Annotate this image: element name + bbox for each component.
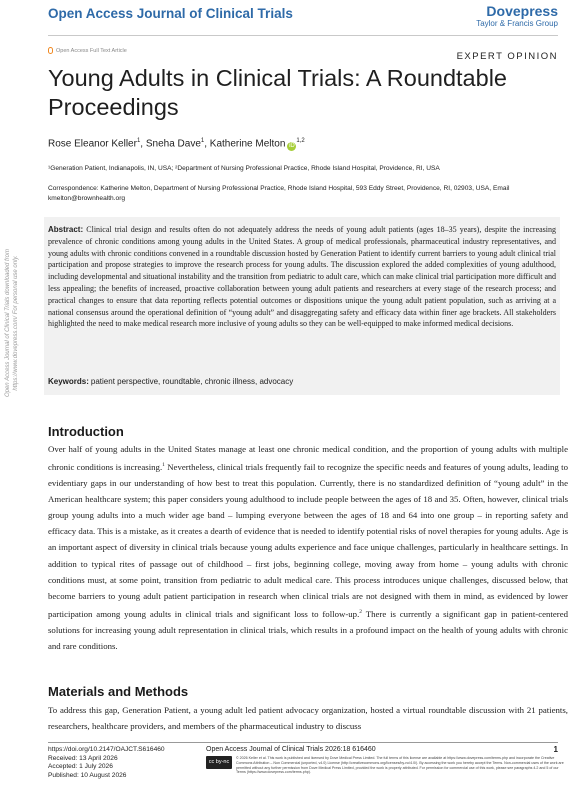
section-heading-methods: Materials and Methods <box>48 684 189 699</box>
section-heading-introduction: Introduction <box>48 424 124 439</box>
creative-commons-icon: cc by-nc <box>206 756 232 769</box>
abstract-text: Clinical trial design and results often do not adequately address the needs of young adult patients (ages 18–35 years), despite the increasing prevalence of chronic conditions among young adults in the United States. A group of medical professionals, pharmaceutical industry representatives, and young adults with chronic conditions convened in a roundtable discussion hosted by Generation Patient to identify current barriers to young adult clinical trial participation and propose strategies to improve the research process for young adults. The discussion explored the added complexities of young adulthood, including developmental and situational instability and the transition from pediatric to adult care, which can make clinical trial participation more difficult and less appealing; the benefits of increased, proactive collaboration between young adult patients and researchers at every stage of the research process; and practical changes to ensure that data reporting reflects potential outcomes or dispositions unique the young adult patient population, such as arriving at a national consensus around the operational definition of “young adult” and disaggregating safety and efficacy data within finer age brackets. All stakeholders highlighted the need to make medical research more inclusive of young adults so they can be well-equipped to make informed medical decisions. <box>48 225 557 329</box>
abstract-label: Abstract: <box>48 225 84 234</box>
journal-name: Open Access Journal of Clinical Trials <box>48 6 293 21</box>
journal-citation: Open Access Journal of Clinical Trials 2026:18 616460 <box>206 746 376 753</box>
abstract <box>48 224 556 330</box>
keywords-label: Keywords: <box>48 377 89 386</box>
header-divider <box>48 35 558 36</box>
author-affiliation-ref: 1,2 <box>296 138 305 144</box>
page-number: 1 <box>553 745 558 754</box>
download-watermark: Open Access Journal of Clinical Trials downloaded from https://www.dovepress.com/ For personal use only. <box>5 248 19 398</box>
correspondence: Correspondence: Katherine Melton, Department of Nursing Professional Practice, Rhode Island Hospital, 593 Eddy Street, Providence, RI, 02903, USA, Email kmelton@brownhealth.org <box>48 185 510 202</box>
introduction-paragraph <box>48 441 568 654</box>
methods-paragraph: To address this gap, Generation Patient, a young adult led patient advocacy organization, hosted a virtual roundtable discussion with 21 patients, researchers, healthcare providers, and members of the pharmaceutical industry to discuss <box>48 705 568 732</box>
intro-text-2: Nevertheless, clinical trials frequently fail to recognize the specific needs and features of young adults, leading to evidentiary gaps in our understanding of how best to treat this population. Currently, there is no standardized definition of “young adult” in the American healthcare system; this paper considers young adulthood to include people between the ages of 18 and 35. Often, however, clinical trials group young adults into a much wider age band – lumping everyone between the ages of 18 and 64 into one group – in reporting safety and efficacy data. This is a mistake, as it creates a dearth of evidence that is needed to identify potential risks of novel therapies for young adults. Age is an important aspect of diversity in clinical trials because young adults experience and face unique challenges, particularly in healthcare settings. In addition to typical rites of passage out of childhood – first jobs, beginning college, moving away from home – young adults with chronic conditions must, at some point, transition from pediatric to adult medical care. This process introduces unique challenges, discussed below, that become barriers to young adult patient participation in research when clinical trials are not designed with them in mind, as evidenced by lower participation among young adults in clinical trials and significant loss to follow-up. <box>48 462 568 619</box>
author-name: Katherine Melton <box>209 138 286 150</box>
doi-link[interactable]: https://doi.org/10.2147/OAJCT.S616460 <box>48 746 165 753</box>
publisher-logo: Dovepress <box>486 3 558 19</box>
keywords <box>48 377 556 386</box>
article-dates <box>48 746 165 780</box>
intro-text-3: There is currently a significant gap in patient-centered solutions for increasing young adult representation in clinical trials, which results in a profound impact on the health of young adults with chronic and rare conditions. <box>48 608 568 651</box>
author-name: Rose Eleanor Keller <box>48 138 137 150</box>
received-date: Received: 13 April 2026 <box>48 754 118 762</box>
keywords-text: patient perspective, roundtable, chronic illness, advocacy <box>90 377 294 386</box>
accepted-date: Accepted: 1 July 2026 <box>48 763 113 771</box>
author-affiliation-ref: 1 <box>200 138 205 144</box>
citation-ref[interactable]: 2 <box>359 608 363 615</box>
open-access-text: Open Access Full Text Article <box>56 47 127 54</box>
license-text: © 2026 Keller et al. This work is published and licensed by Dove Medical Press Limited. The full terms of this license are available at https://www.dovepress.com/terms.php and incorporate the Creative Commons Attribution – Non Commercial (unported, v4.0) License (http://creativecommons.org/licenses/by-nc/4.0/). By accessing the work you hereby accept the Terms. Non-commercial uses of the work are permitted without any further permission from Dove Medical Press Limited, provided the work is properly attributed. For permission for commercial use of this work, please see paragraphs 4.2 and 5 of our Terms (https://www.dovepress.com/terms.php). <box>236 756 564 775</box>
open-access-lock-icon <box>48 47 53 54</box>
author-list: Rose Eleanor Keller$^1$, Sneha Dave$^1$, Katherine Melton iD$^{1,2}$ <box>48 138 305 150</box>
citation-ref[interactable]: 1 <box>162 462 165 469</box>
published-date: Published: 10 August 2026 <box>48 771 127 779</box>
intro-text-1: Over half of young adults in the United States manage at least one chronic medical condition, and the proportion of young adults with multiple chronic conditions is increasing. <box>48 444 568 473</box>
footer-divider <box>48 742 558 743</box>
open-access-label <box>48 47 127 54</box>
article-title: Young Adults in Clinical Trials: A Roundtable Proceedings <box>48 65 507 120</box>
article-type: EXPERT OPINION <box>456 51 558 62</box>
affiliations: ¹Generation Patient, Indianapolis, IN, USA; ²Department of Nursing Professional Practice, Rhode Island Hospital, Providence, RI, USA <box>48 165 440 172</box>
author-affiliation-ref: 1 <box>136 138 141 144</box>
publisher-subtitle: Taylor & Francis Group <box>476 19 558 28</box>
orcid-icon[interactable]: iD <box>289 143 295 150</box>
author-name: Sneha Dave <box>145 138 201 150</box>
